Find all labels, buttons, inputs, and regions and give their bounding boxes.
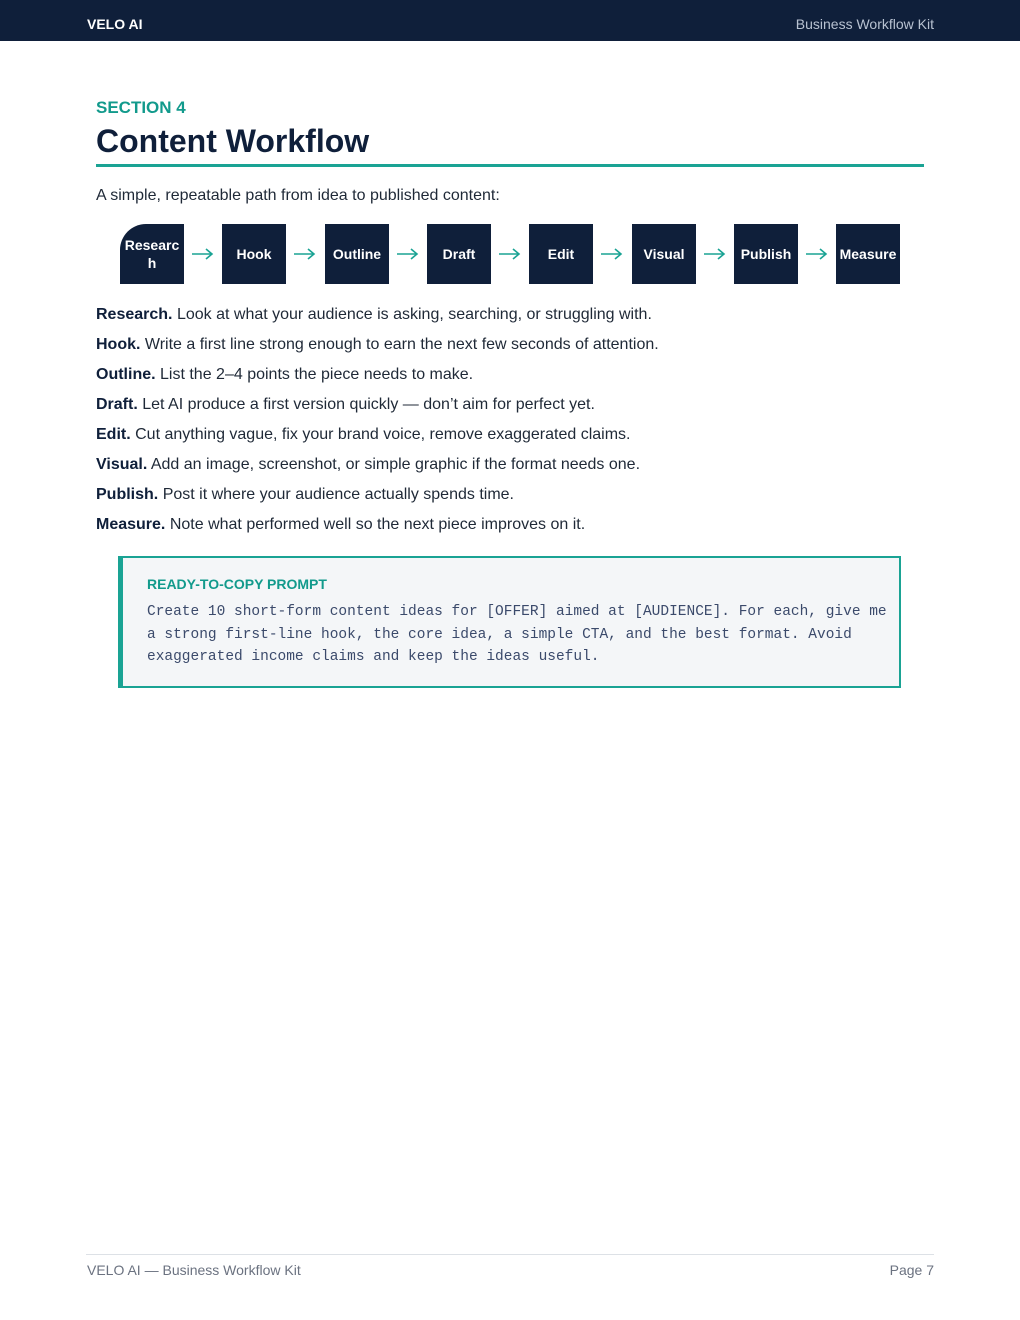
workflow-step-measure: Measure — [836, 224, 900, 284]
step-term: Measure. — [96, 516, 166, 533]
brand-name: VELO AI — [87, 16, 143, 32]
step-term: Publish. — [96, 486, 159, 503]
step-description — [96, 426, 631, 444]
workflow-step-edit: Edit — [529, 224, 593, 284]
arrow-right-icon — [184, 242, 222, 266]
arrow-right-icon — [593, 242, 631, 266]
step-description — [96, 516, 585, 534]
step-term: Outline. — [96, 366, 156, 383]
arrow-right-icon — [696, 242, 734, 266]
step-description — [96, 306, 652, 324]
step-description — [96, 396, 595, 414]
step-text: Note what performed well so the next piece improves on it. — [169, 516, 586, 533]
workflow-step-outline: Outline — [325, 224, 389, 284]
page-title: Content Workflow — [96, 123, 370, 159]
footer-title: VELO AI — Business Workflow Kit — [87, 1262, 301, 1278]
workflow-step-visual: Visual — [632, 224, 696, 284]
step-description — [96, 456, 640, 474]
prompt-label: READY-TO-COPY PROMPT — [147, 576, 327, 592]
step-text: Look at what your audience is asking, searching, or struggling with. — [176, 306, 652, 323]
kit-name: Business Workflow Kit — [795, 16, 934, 32]
prompt-box — [118, 556, 901, 688]
step-term: Research. — [96, 306, 173, 323]
step-text: Post it where your audience actually spends time. — [162, 486, 514, 503]
step-description — [96, 486, 514, 504]
step-term: Hook. — [96, 336, 141, 353]
workflow-step-hook: Hook — [222, 224, 286, 284]
step-description — [96, 336, 659, 354]
intro-text: A simple, repeatable path from idea to published content: — [96, 187, 500, 204]
workflow-diagram — [120, 224, 900, 284]
page-number: Page 7 — [889, 1262, 934, 1278]
footer-divider — [86, 1254, 934, 1255]
arrow-right-icon — [286, 242, 324, 266]
step-text: Write a first line strong enough to earn the next few seconds of attention. — [144, 336, 659, 353]
workflow-step-publish: Publish — [734, 224, 798, 284]
step-text: Add an image, screenshot, or simple graphic if the format needs one. — [150, 456, 641, 473]
arrow-right-icon — [389, 242, 427, 266]
step-term: Draft. — [96, 396, 138, 413]
prompt-text[interactable]: Create 10 short-form content ideas for [OFFER] aimed at [AUDIENCE]. For each, give me a strong first-line hook, the core idea, a simple CTA, and the best format. Avoid exaggerated income claims and keep the ideas useful. — [147, 604, 887, 665]
step-term: Edit. — [96, 426, 131, 443]
workflow-step-draft: Draft — [427, 224, 491, 284]
top-header-bar — [0, 0, 1020, 41]
arrow-right-icon — [491, 242, 529, 266]
step-text: List the 2–4 points the piece needs to make. — [160, 366, 474, 383]
step-term: Visual. — [96, 456, 148, 473]
step-description — [96, 366, 473, 384]
step-text: Cut anything vague, fix your brand voice, remove exaggerated claims. — [135, 426, 631, 443]
step-text: Let AI produce a first version quickly — don’t aim for perfect yet. — [142, 396, 595, 413]
section-label: SECTION 4 — [96, 98, 186, 117]
workflow-step-research: Research — [120, 224, 184, 284]
arrow-right-icon — [798, 242, 836, 266]
title-underline — [96, 164, 924, 167]
